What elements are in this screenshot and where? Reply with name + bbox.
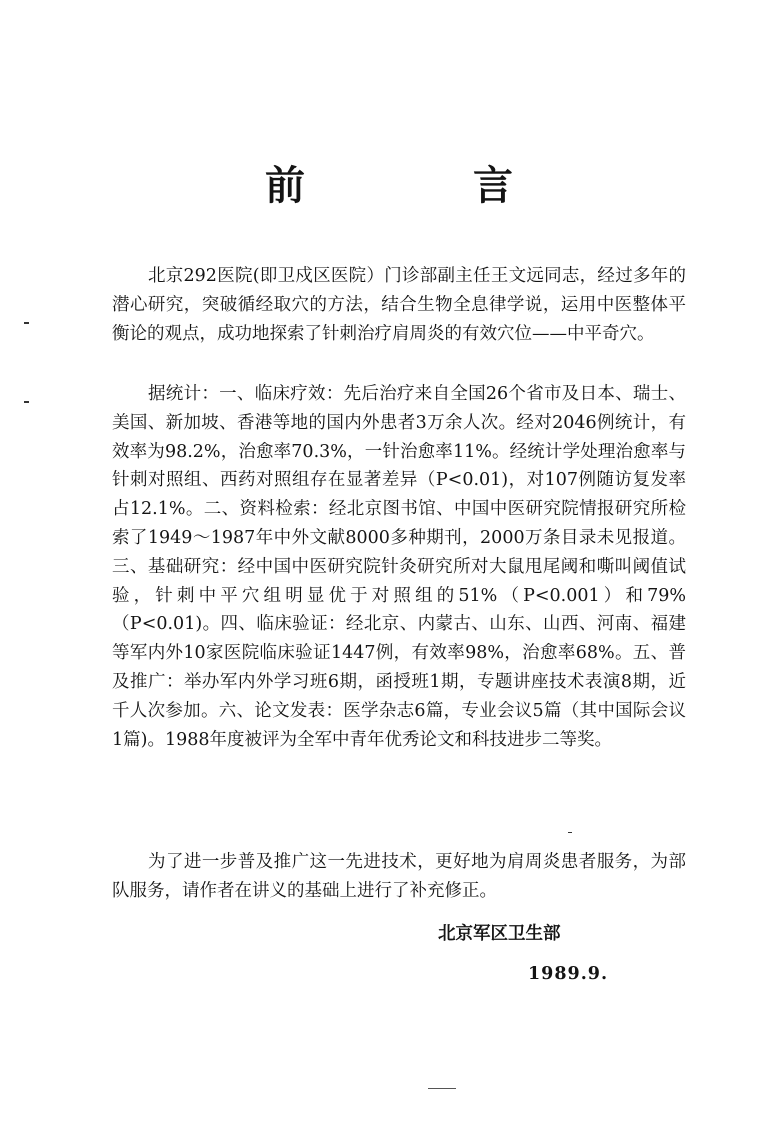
- signature-date: 1989.9.: [528, 964, 609, 984]
- paragraph-statistics: 据统计：一、临床疗效：先后治疗来自全国26个省市及日本、瑞士、美国、新加坡、香港等地的国内外患者3万余人次。经对2046例统计，有效率为98.2%，治愈率70.3%，一针治愈率11%。经统计学处理治愈率与针刺对照组、西药对照组存在显著差异（P<0.01)，对107例随访复发率占12.1%。二、资料检索：经北京图书馆、中国中医研究院情报研究所检索了1949～1987年中外文献8000多种期刊，2000万条目录未见报道。三、基础研究：经中国中医研究院针灸研究所对大鼠甩尾阈和嘶叫阈值试验，针刺中平穴组明显优于对照组的51%（P<0.001）和79%（P<0.01)。四、临床验证：经北京、内蒙古、山东、山西、河南、福建等军内外10家医院临床验证1447例，有效率98%，治愈率68%。五、普及推广：举办军内外学习班6期，函授班1期，专题讲座技术表演8期，近千人次参加。六、论文发表：医学杂志6篇，专业会议5篇（其中国际会议1篇)。1988年度被评为全军中青年优秀论文和科技进步二等奖。: [112, 384, 686, 750]
- scan-artifact-mark: [24, 401, 29, 403]
- signature-organization: 北京军区卫生部: [438, 924, 561, 944]
- scan-artifact-mark: [568, 832, 572, 833]
- scan-artifact-mark: [428, 1088, 456, 1089]
- page-title: 前 言: [265, 162, 577, 209]
- paragraph-intro: 北京292医院(即卫戍区医院）门诊部副主任王文远同志，经过多年的潜心研究，突破循经取穴的方法，结合生物全息律学说，运用中医整体平衡论的观点，成功地探索了针刺治疗肩周炎的有效穴位——中平奇穴。: [112, 266, 686, 344]
- paragraph-purpose: 为了进一步普及推广这一先进技术，更好地为肩周炎患者服务，为部队服务，请作者在讲义的基础上进行了补充修正。: [112, 852, 686, 901]
- scan-artifact-mark: [24, 322, 29, 324]
